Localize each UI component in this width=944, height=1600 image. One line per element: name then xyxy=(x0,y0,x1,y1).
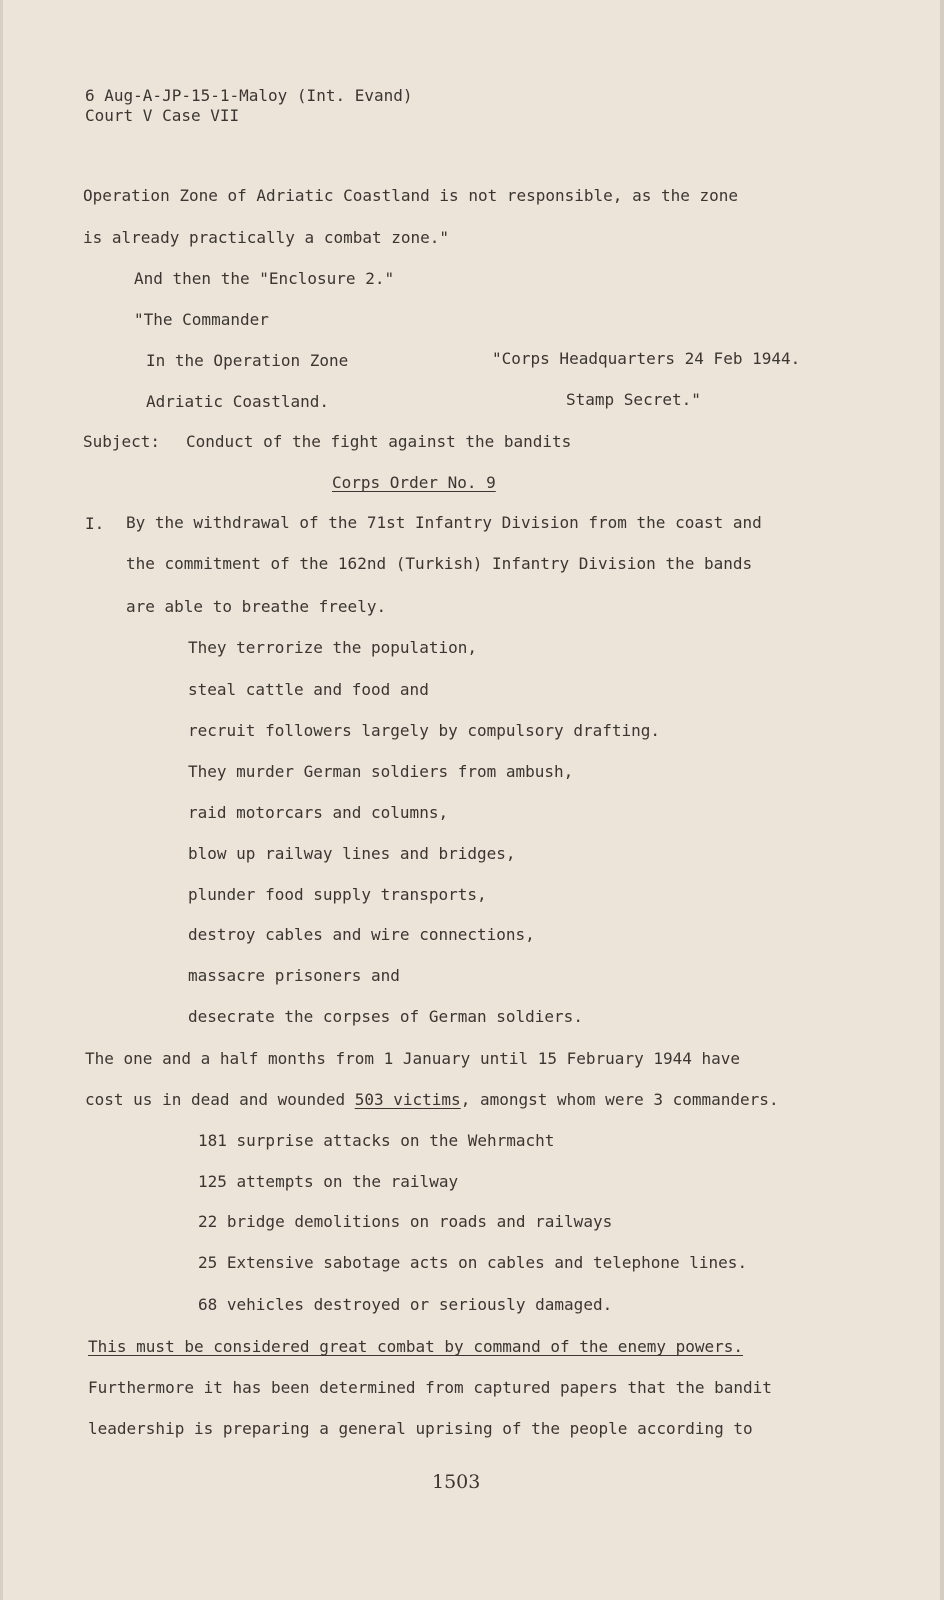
paragraph-text: , amongst whom were 3 commanders. xyxy=(460,1090,779,1109)
list-item: They terrorize the population, xyxy=(188,638,477,657)
paragraph-line: The one and a half months from 1 January until 15 February 1944 have xyxy=(85,1049,741,1068)
page-number: 1503 xyxy=(432,1471,481,1493)
coastland-line: Adriatic Coastland. xyxy=(146,392,330,411)
paragraph-line: leadership is preparing a general uprising of the people according to xyxy=(88,1419,753,1438)
header-reference: 6 Aug-A-JP-15-1-Maloy (Int. Evand) xyxy=(85,86,413,105)
section-line: By the withdrawal of the 71st Infantry Division from the coast and xyxy=(126,513,762,532)
stat-item: 181 surprise attacks on the Wehrmacht xyxy=(198,1131,555,1150)
section-line: the commitment of the 162nd (Turkish) Infantry Division the bands xyxy=(126,554,753,573)
emphasis-line: This must be considered great combat by command of the enemy powers. xyxy=(88,1337,744,1356)
victims-count: 503 victims xyxy=(354,1090,461,1109)
list-item: They murder German soldiers from ambush, xyxy=(188,762,574,781)
paragraph-line xyxy=(85,1090,779,1110)
stat-item: 22 bridge demolitions on roads and railways xyxy=(198,1212,613,1231)
order-title: Corps Order No. 9 xyxy=(332,473,496,492)
section-line: are able to breathe freely. xyxy=(126,597,387,616)
page-edge-left xyxy=(0,0,3,1600)
stat-item: 68 vehicles destroyed or seriously damaged. xyxy=(198,1295,613,1314)
list-item: destroy cables and wire connections, xyxy=(188,925,535,944)
section-number: I. xyxy=(85,514,105,533)
list-item: recruit followers largely by compulsory drafting. xyxy=(188,721,661,740)
paragraph-line: is already practically a combat zone." xyxy=(83,228,450,247)
zone-line: In the Operation Zone xyxy=(146,351,349,370)
list-item: blow up railway lines and bridges, xyxy=(188,844,516,863)
enclosure-line: And then the "Enclosure 2." xyxy=(134,269,395,288)
header-court-case: Court V Case VII xyxy=(85,106,240,125)
list-item: plunder food supply transports, xyxy=(188,885,487,904)
headquarters-date-line: "Corps Headquarters 24 Feb 1944. xyxy=(492,349,801,368)
paragraph-text: cost us in dead and wounded xyxy=(85,1090,355,1109)
stat-item: 125 attempts on the railway xyxy=(198,1172,459,1191)
commander-line: "The Commander xyxy=(134,310,269,329)
stamp-secret-line: Stamp Secret." xyxy=(566,390,701,409)
list-item: massacre prisoners and xyxy=(188,966,400,985)
subject-label: Subject: xyxy=(83,432,161,451)
paragraph-line: Furthermore it has been determined from captured papers that the bandit xyxy=(88,1378,772,1397)
list-item: steal cattle and food and xyxy=(188,680,429,699)
list-item: raid motorcars and columns, xyxy=(188,803,449,822)
list-item: desecrate the corpses of German soldiers. xyxy=(188,1007,583,1026)
stat-item: 25 Extensive sabotage acts on cables and telephone lines. xyxy=(198,1253,748,1272)
paragraph-line: Operation Zone of Adriatic Coastland is not responsible, as the zone xyxy=(83,186,739,205)
page-edge-right xyxy=(940,0,944,1600)
subject-text: Conduct of the fight against the bandits xyxy=(186,432,572,451)
